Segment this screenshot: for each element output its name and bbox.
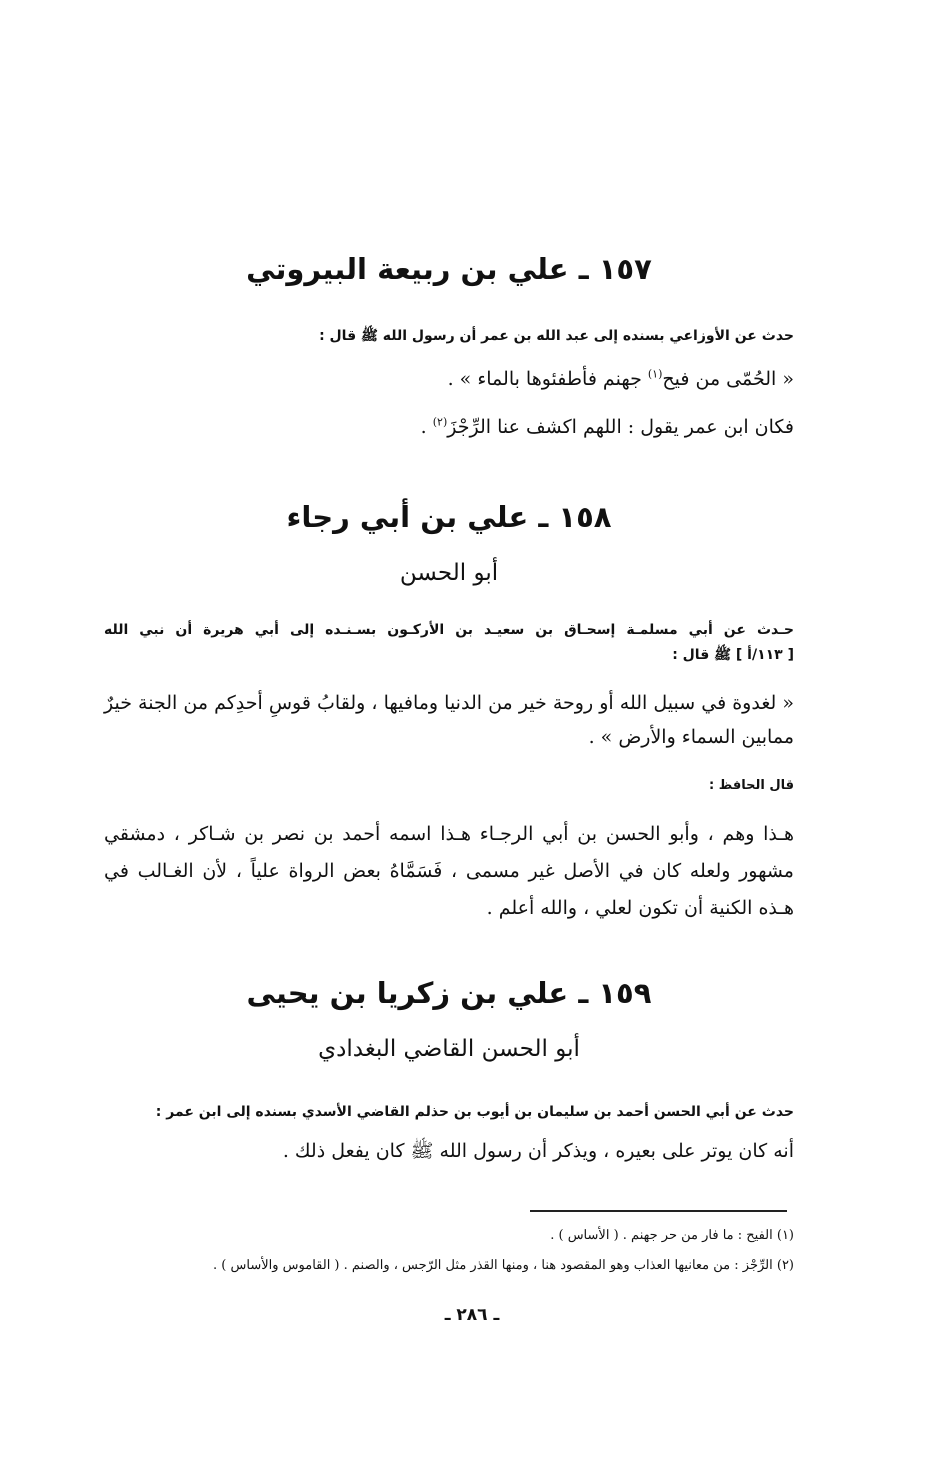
entry-158-isnad-line-2: [ ١١٣/أ ] ﷺ قال : <box>672 647 794 663</box>
entry-158-matn: « لغدوة في سبيل الله أو روحة خير من الدنيا ومافيها ، ولقابُ قوسِ أحدِكم من الجنة خيرٌ ممابين السماء والأرض » . <box>104 692 794 748</box>
entry-158-heading: ١٥٨ ـ علي بن أبي رجاء <box>286 500 612 534</box>
footnote-ref-1: (١) <box>647 367 663 381</box>
entry-157-matn-line-2 <box>104 410 794 444</box>
footnote-2: (٢) الرِّجْز : من معانيها العذاب وهو المقصود هنا ، ومنها القذر مثل الرّجس ، والصنم . ( القاموس والأساس ) . <box>213 1258 794 1273</box>
entry-159-matn: أنه كان يوتر على بعيره ، ويذكر أن رسول الله ﷺ كان يفعل ذلك . <box>282 1140 794 1162</box>
entry-157-matn-line-1 <box>104 362 794 396</box>
entry-158-comment-label: قال الحافظ : <box>709 778 794 793</box>
matn-text: . <box>420 416 433 438</box>
entry-157-heading: ١٥٧ ـ علي بن ربيعة البيروتي <box>246 252 652 286</box>
entry-159-kunya: أبو الحسن القاضي البغدادي <box>318 1036 580 1062</box>
entry-157-isnad: حدث عن الأوزاعي بسنده إلى عبد الله بن عمر أن رسول الله ﷺ قال : <box>319 328 794 344</box>
matn-text: فكان ابن عمر يقول : اللهم اكشف عنا الرِّجْزَ <box>447 416 794 438</box>
matn-text: « الحُمّى من فيح <box>662 368 794 390</box>
footnote-ref-2: (٢) <box>432 415 448 429</box>
matn-text: جهنم فأطفئوها بالماء » . <box>447 368 648 390</box>
entry-159-heading: ١٥٩ ـ علي بن زكريا بن يحيى <box>246 976 652 1010</box>
entry-158-comment: هـذا وهم ، وأبو الحسن بن أبي الرجـاء هـذا اسمه أحمد بن نصر بن شـاكر ، دمشقي مشهور ولعله كان في الأصل غير مسمى ، فَسَمَّاهُ بعض الرواة علياً ، لأن الغـالب في هـذه الكنية أن تكون لعلي ، والله أعلم . <box>104 823 794 919</box>
entry-158-isnad-line-1: حـدث عن أبي مسلمـة إسحـاق بن سعيـد بن الأركـون بسـنـده إلى أبي هريرة أن نبي الله <box>104 622 794 638</box>
footnote-1: (١) الفيح : ما فار من حر جهنم . ( الأساس ) . <box>550 1228 794 1243</box>
footnote-separator <box>530 1210 787 1212</box>
entry-159-isnad: حدث عن أبي الحسن أحمد بن سليمان بن أيوب بن حذلم القاضي الأسدي بسنده إلى ابن عمر : <box>155 1104 794 1120</box>
entry-158-kunya: أبو الحسن <box>399 560 499 586</box>
page-number: ـ ٢٨٦ ـ <box>444 1305 500 1325</box>
